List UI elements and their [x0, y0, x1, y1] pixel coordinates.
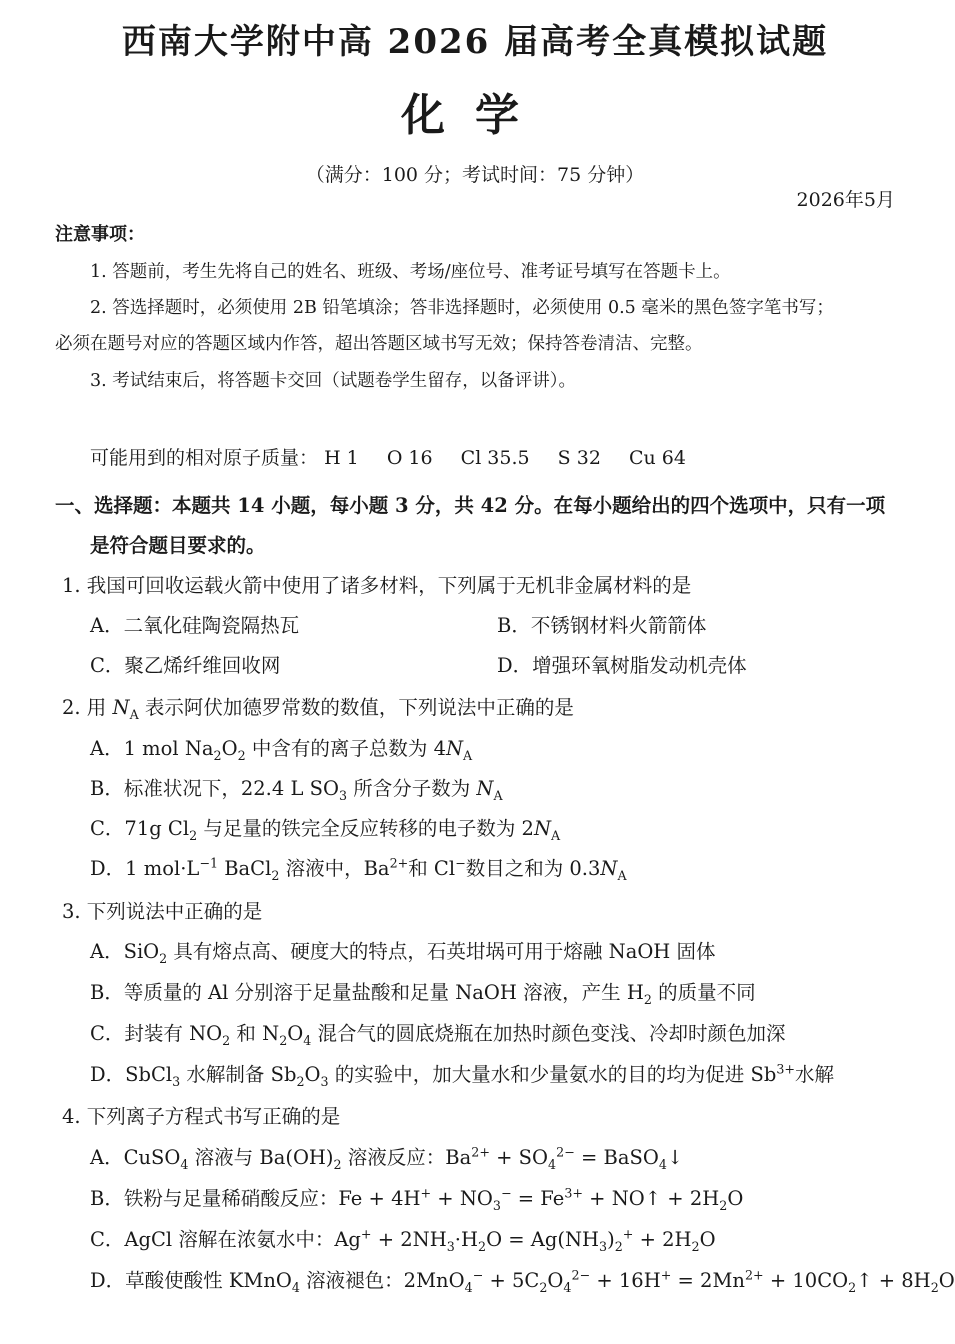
q2-stem-pre: 2. 用	[62, 696, 113, 719]
q2-option-c: C．71g $Cl_2$ 与足量的铁完全反应转移的电子数为 $2N_A$	[90, 817, 561, 843]
exam-info: （满分：100 分；考试时间：75 分钟）	[305, 164, 645, 186]
atomic-mass-o: O 16	[386, 447, 433, 469]
top-crop-edge	[0, 0, 950, 20]
q2-stem	[62, 692, 574, 722]
q2-na-symbol: N	[112, 696, 130, 719]
q1-option-a: A．二氧化硅陶瓷隔热瓦	[90, 614, 300, 637]
note-2-cont: 必须在题号对应的答题区域内作答，超出答题区域书写无效；保持答卷清洁、完整。	[55, 334, 703, 354]
q1-option-b: B．不锈钢材料火箭箭体	[497, 614, 707, 637]
atomic-mass-label: 可能用到的相对原子质量：	[90, 447, 319, 469]
q1-option-d: D．增强环氧树脂发动机壳体	[497, 654, 747, 677]
q2-option-b: B．标准状况下，22.4 L $SO_3$ 所含分子数为 $N_A$	[90, 777, 503, 803]
q2-na-sub: A	[129, 706, 139, 722]
q3-option-b: B．等质量的 Al 分别溶于足量盐酸和足量 NaOH 溶液，产生 $H_2$ 的质量不同	[90, 981, 756, 1007]
q4-option-a: A．CuSO$_4$ 溶液与 $Ba(OH)_2$ 溶液反应：$Ba^{2+} + SO_4^{2-}$ = BaSO$_4$↓	[90, 1144, 684, 1172]
atomic-mass-cu: Cu 64	[628, 447, 686, 469]
subject-title: 化学	[401, 90, 549, 141]
section-heading: 一、选择题：本题共 14 小题，每小题 3 分，共 42 分。在每小题给出的四个选项中，只有一项	[55, 494, 886, 517]
q4-option-b: B．铁粉与足量稀硝酸反应：$Fe + 4H^+ + NO_3^- = Fe^{3+}$ + NO↑ + $2H_2O$	[90, 1185, 744, 1213]
q3-stem: 3. 下列说法中正确的是	[62, 900, 263, 923]
q2-option-a: A．1 mol $Na_2O_2$ 中含有的离子总数为 $4N_A$	[90, 737, 473, 763]
q1-option-c: C．聚乙烯纤维回收网	[90, 654, 281, 677]
q2-stem-post: 表示阿伏加德罗常数的数值，下列说法中正确的是	[138, 696, 574, 719]
q4-option-c: C．AgCl 溶解在浓氨水中：$Ag^+ + 2NH_3\cdot H_2O = Ag(NH_3)_2^+ + 2H_2O$	[90, 1226, 716, 1254]
note-3: 3. 考试结束后，将答题卡交回（试题卷学生留存，以备评讲）。	[90, 371, 577, 391]
exam-date: 2026年5月	[796, 189, 895, 211]
q3-option-a: A．SiO$_2$ 具有熔点高、硬度大的特点，石英坩埚可用于熔融 NaOH 固体	[90, 940, 716, 966]
q2-option-d: D．1 $mol\cdot L^{-1}$ BaCl$_2$ 溶液中，$Ba^{2+}$和 Cl−数目之和为 $0.3N_A$	[90, 855, 627, 883]
atomic-mass-line	[90, 443, 708, 470]
note-1: 1. 答题前，考生先将自己的姓名、班级、考场/座位号、准考证号填写在答题卡上。	[90, 262, 731, 282]
q4-option-d: D．草酸使酸性 KMnO$_4$ 溶液褪色：$2MnO_4^- + 5C_2O_4^{2-} + 16H^+ = 2Mn^{2+}$ + $10CO_2↑ + 8H_2O$	[90, 1267, 955, 1295]
q3-option-c: C．封装有 $NO_2$ 和 $N_2O_4$ 混合气的圆底烧瓶在加热时颜色变浅、冷却时颜色加深	[90, 1022, 786, 1048]
atomic-mass-s: S 32	[557, 447, 601, 469]
q3-option-d: D．SbCl$_3$ 水解制备 $Sb_2O_3$ 的实验中，加大量水和少量氨水的目的均为促进 $Sb^{3+}$水解	[90, 1061, 835, 1089]
atomic-mass-h: H 1	[324, 447, 359, 469]
school-title: 西南大学附中高 2026 届高考全真模拟试题	[121, 22, 829, 62]
notes-title: 注意事项：	[55, 224, 145, 245]
note-2: 2. 答选择题时，必须使用 2B 铅笔填涂；答非选择题时，必须使用 0.5 毫米的黑色签字笔书写；	[90, 298, 834, 318]
atomic-mass-cl: Cl 35.5	[460, 447, 530, 469]
section-heading-cont: 是符合题目要求的。	[90, 534, 266, 557]
q1-stem: 1. 我国可回收运载火箭中使用了诸多材料，下列属于无机非金属材料的是	[62, 574, 692, 597]
q4-stem: 4. 下列离子方程式书写正确的是	[62, 1105, 341, 1128]
